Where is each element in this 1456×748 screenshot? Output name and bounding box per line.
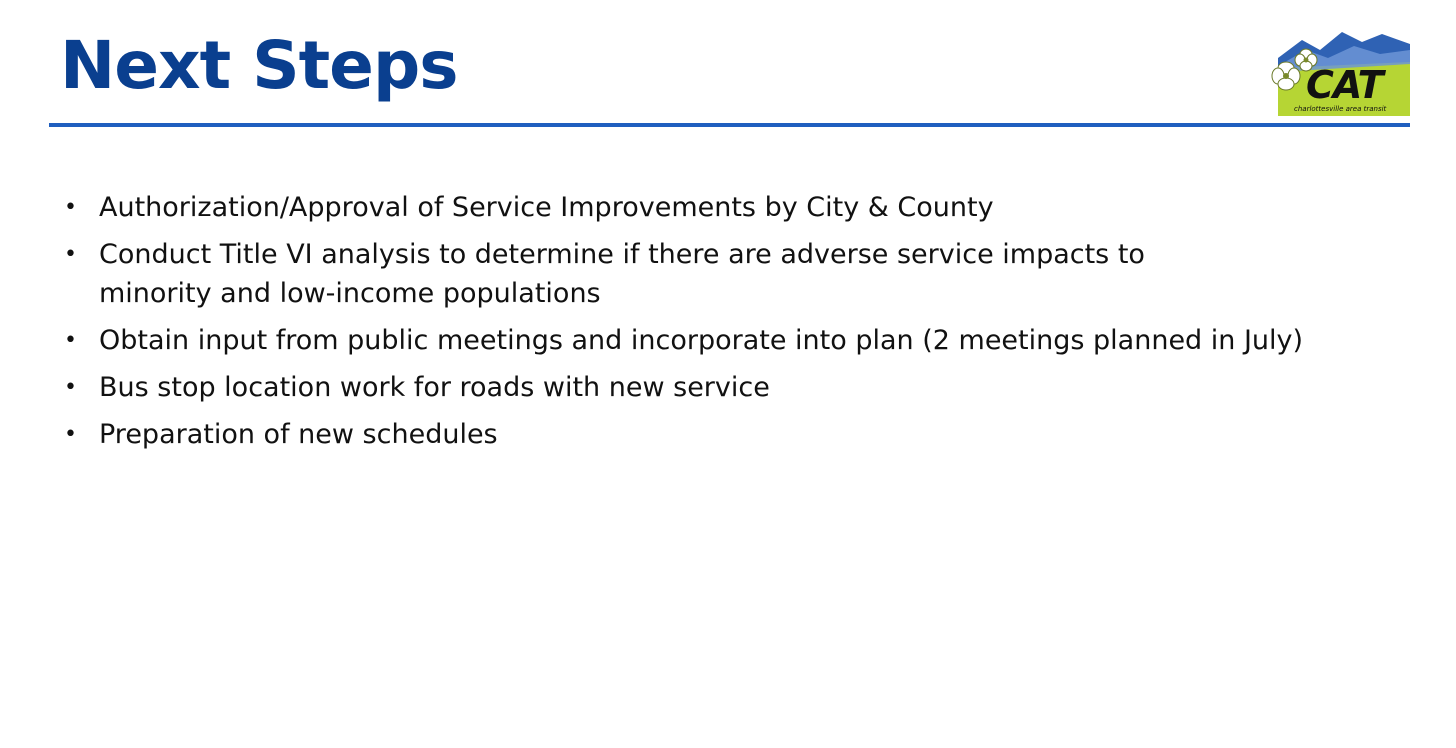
- list-item-text: Preparation of new schedules: [99, 419, 498, 450]
- list-item-text: Authorization/Approval of Service Improvements by City & County: [99, 192, 994, 223]
- bullet-list: [60, 188, 1304, 462]
- bullet-icon: •: [64, 242, 77, 267]
- cat-logo: [1262, 28, 1410, 118]
- list-item: [60, 415, 1290, 454]
- page-title: Next Steps: [60, 27, 458, 104]
- title-divider: [49, 123, 1410, 127]
- bullet-icon: •: [64, 195, 77, 220]
- bullet-icon: •: [64, 375, 77, 400]
- svg-text:CAT: CAT: [1306, 63, 1383, 107]
- list-item: [60, 188, 1290, 227]
- list-item: [60, 321, 1314, 360]
- list-item-text: Conduct Title VI analysis to determine if there are adverse service impacts to minority and low-income populations: [99, 239, 1145, 309]
- list-item-text: Bus stop location work for roads with new service: [99, 372, 770, 403]
- svg-text:charlottesville area transit: charlottesville area transit: [1294, 105, 1387, 113]
- bullet-icon: •: [64, 422, 77, 447]
- list-item: [60, 235, 1179, 313]
- list-item-text: Obtain input from public meetings and incorporate into plan (2 meetings planned in July): [99, 325, 1304, 356]
- bullet-icon: •: [64, 328, 77, 353]
- list-item: [60, 368, 1290, 407]
